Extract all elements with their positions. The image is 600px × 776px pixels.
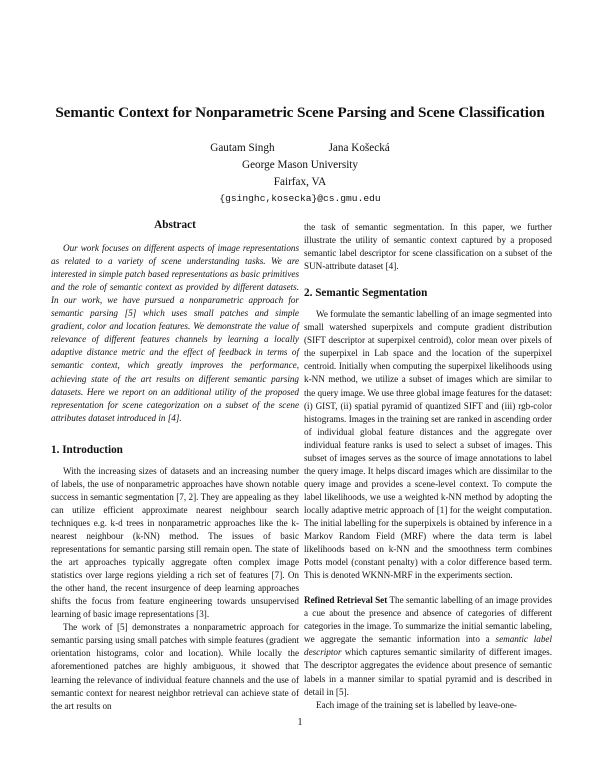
author-email: {gsinghc,kosecka}@cs.gmu.edu bbox=[219, 193, 381, 204]
refined-retrieval-heading: Refined Retrieval Set bbox=[304, 595, 388, 606]
last-line-paragraph: Each image of the training set is labelled by leave-one- bbox=[316, 699, 517, 710]
author-name-2: Jana Košecká bbox=[328, 142, 390, 154]
refined-retrieval-paragraph bbox=[304, 594, 552, 698]
location: Fairfax, VA bbox=[273, 176, 327, 188]
introduction-paragraph-1: With the increasing sizes of datasets and an increasing number of labels, the use of nonparametric approaches have shown notable success in semantic segmentation [7, 2]. They are appealing as they can utilize efficient approximate nearest neighbour search techniques e.g. k-d trees in nonparametric approaches like the k-nearest neighbour (k-NN) method. The issues of basic representations for semantic parsing still remain open. The state of the art approaches typically aggregate often complex image statistics over large regions yielding a rich set of features [7]. On the other hand, the recent insurgence of deep learning approaches shifts the focus from feature engineering towards unsupervised learning of basic image representations [3]. bbox=[51, 465, 299, 620]
author-name-1: Gautam Singh bbox=[210, 142, 275, 154]
author-names bbox=[0, 140, 600, 157]
right-column bbox=[304, 221, 552, 712]
left-column bbox=[51, 219, 299, 713]
introduction-paragraph-2: The work of [5] demonstrates a nonparametric approach for semantic parsing using small patches with simple features (gradient orientation histograms, color and location). While locally the aforementioned patches are highly ambiguous, it showed that learning the relevance of individual feature channels and the use of semantic context for nearest neighbor retrieval can achieve state of the art results on bbox=[51, 622, 299, 711]
affiliation: George Mason University bbox=[242, 159, 358, 171]
paper-title: Semantic Context for Nonparametric Scene Parsing and Scene Classification bbox=[55, 104, 545, 121]
section2-paragraph: We formulate the semantic labelling of an image segmented into small watershed superpixels and compute gradient distribution (SIFT descriptor at superpixel centroid), color mean over pixels of the superpixel in Lab space and the location of the superpixel centroid. Initially when computing the superpixel likelihoods using k-NN method, we utilize a subset of images which are similar to the query image. We use three global image features for the dataset: (i) GIST, (ii) spatial pyramid of quantized SIFT and (iii) rgb-color histograms. Images in the training set are ranked in ascending order of individual global feature distances and the aggregate over individual feature ranks is used to select a subset of images. This subset of images serves as the source of image annotations to label the query image. It helps discard images which are dissimilar to the query image and provides a scene-level context. To compute the label likelihoods, we use a weighted k-NN method by adopting the locally adaptive metric approach of [1] for the weight computation. The initial labelling for the superpixels is obtained by inference in a Markov Random Field (MRF) where the data term is label likelihoods based on k-NN and the smoothness term combines Potts model (constant penalty) with a color difference based term. This is denoted WKNN-MRF in the experiments section. bbox=[304, 309, 552, 581]
refined-text-a: The semantic labelling of an image provides a cue about the presence and absence of categories of different categories in the image. To summarize the initial semantic labeling, we aggregate the semantic information into a bbox=[304, 595, 552, 645]
introduction-heading: 1. Introduction bbox=[51, 443, 123, 456]
abstract-text: Our work focuses on different aspects of image representations as related to a variety of scene understanding tasks. We are interested in simple patch based representations as basic primitives and the role of semantic context as provided by different datasets. In our work, we have pursued a nonparametric approach for semantic parsing [5] which uses small patches and simple gradient, color and location features. We demonstrate the value of relevance of different features channels by learning a locally adaptive distance metric and the effect of feedback in terms of semantic context, which greatly improves the performance, achieving state of the art results on different semantic parsing datasets. Here we report on an additional utility of the proposed representation for scene categorization on a subset of the scene attributes dataset introduced in [4]. bbox=[51, 243, 299, 423]
abstract-heading: Abstract bbox=[154, 219, 196, 231]
page-number: 1 bbox=[297, 717, 303, 728]
section2-heading: 2. Semantic Segmentation bbox=[304, 287, 428, 300]
refined-text-b: which captures semantic similarity of different images. The descriptor aggregates the evidence about presence of semantic labels in a manner similar to spatial pyramid and is described in detail in [5]. bbox=[304, 647, 552, 697]
author-block bbox=[0, 140, 600, 207]
continuation-paragraph: the task of semantic segmentation. In this paper, we further illustrate the utility of semantic context captured by a proposed semantic label descriptor for scene classification on a subset of the SUN-attribute dataset [4]. bbox=[304, 222, 552, 272]
refined-emphasis: semantic label descriptor bbox=[304, 634, 553, 658]
